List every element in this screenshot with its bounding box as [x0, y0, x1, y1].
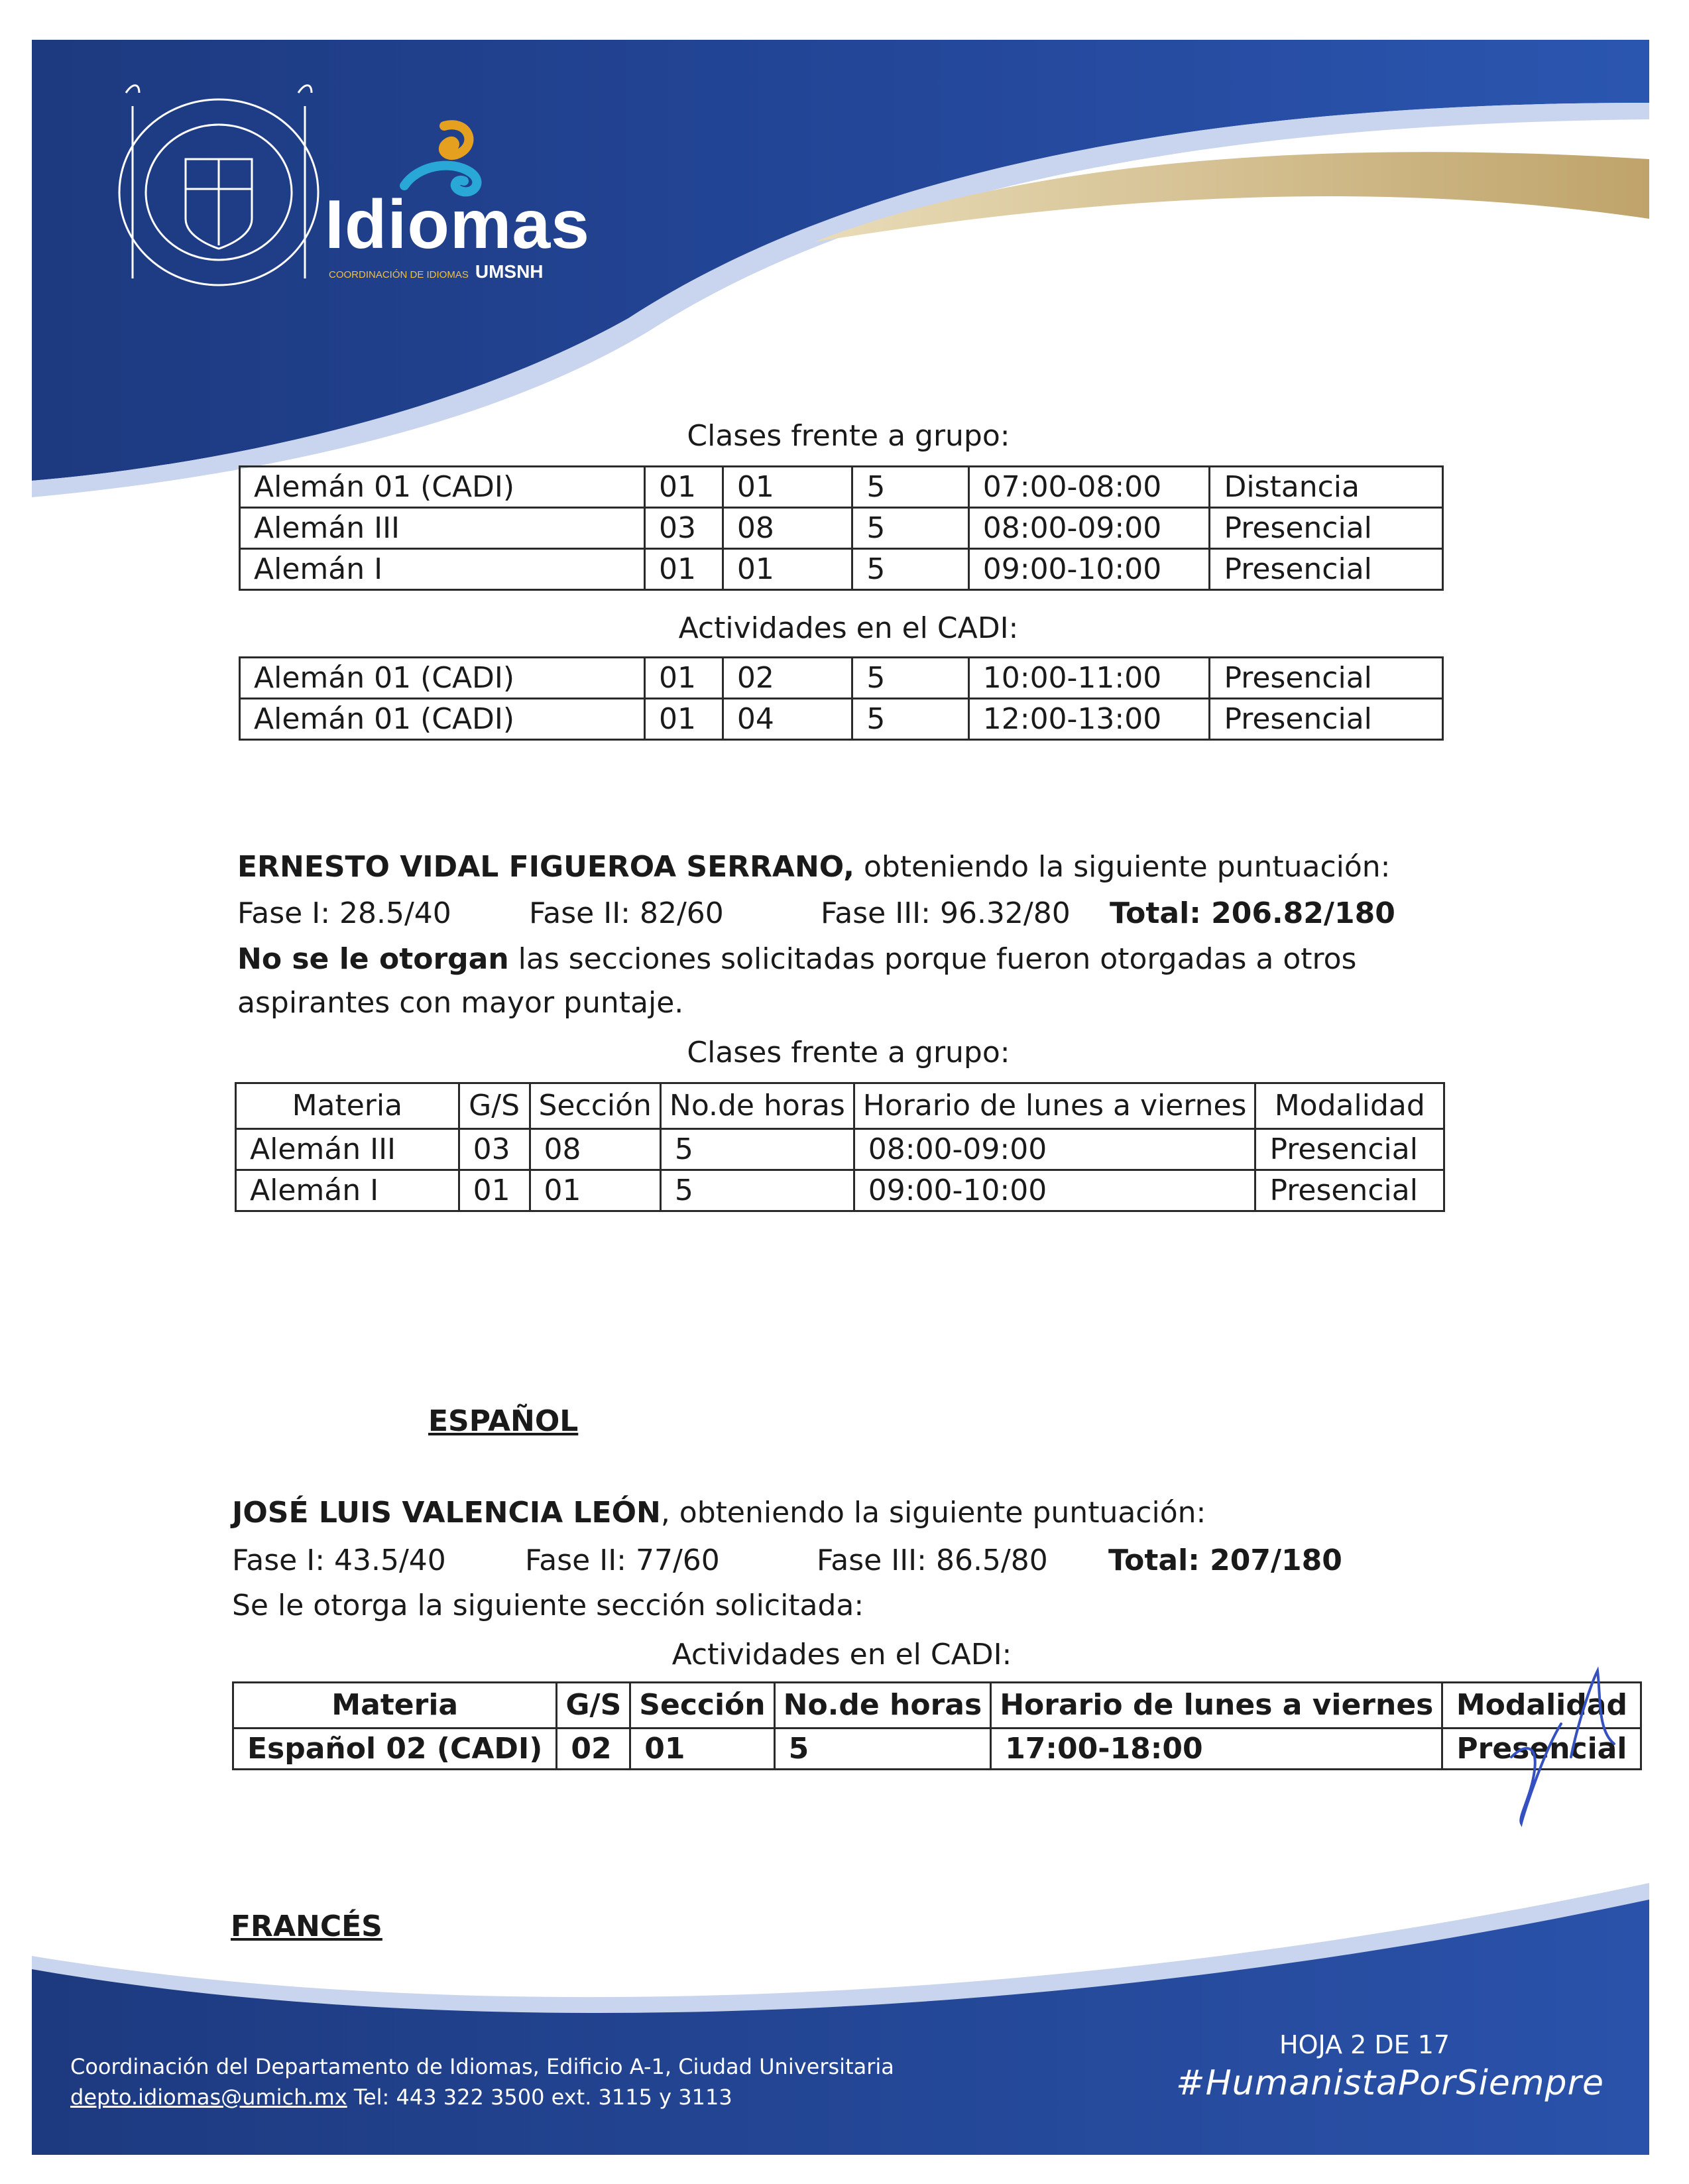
- logo-subtitle: COORDINACIÓN DE IDIOMAS UMSNH: [329, 261, 544, 282]
- score-total: Total: 207/180: [1108, 1544, 1342, 1577]
- university-seal: [106, 80, 331, 298]
- caption-actividades-cadi: Actividades en el CADI:: [678, 611, 1019, 645]
- table-cell: 17:00-18:00: [991, 1729, 1442, 1770]
- candidate-name: ERNESTO VIDAL FIGUEROA SERRANO,: [237, 850, 854, 884]
- table-row: [240, 699, 1443, 740]
- score-fase-2: Fase II: 82/60: [529, 896, 724, 930]
- jose-decision: Se le otorga la siguiente sección solicitada:: [232, 1589, 864, 1622]
- ernesto-decision: No se le otorgan las secciones solicitadas porque fueron otorgadas a otros aspirantes con mayor puntaje.: [237, 942, 1357, 1020]
- table-row: [233, 1729, 1641, 1770]
- table-cell: 5: [852, 658, 968, 699]
- table-row: [240, 658, 1443, 699]
- table-cell: Presencial: [1210, 508, 1443, 549]
- footer-contact: depto.idiomas@umich.mx Tel: 443 322 3500 ext. 3115 y 3113: [70, 2085, 732, 2110]
- table-cell: Alemán I: [236, 1170, 459, 1211]
- table-cell: Presencial: [1442, 1729, 1641, 1770]
- table-cell: 5: [852, 508, 968, 549]
- table-espanol: [232, 1681, 1642, 1770]
- column-header: G/S: [459, 1083, 530, 1129]
- column-header: Horario de lunes a viernes: [991, 1683, 1442, 1729]
- table-cell: 01: [645, 658, 723, 699]
- table-cell: Presencial: [1210, 658, 1443, 699]
- caption-actividades-cadi: Actividades en el CADI:: [671, 1638, 1012, 1671]
- table-block1-clases: [239, 465, 1444, 591]
- footer-address: Coordinación del Departamento de Idiomas, Edificio A-1, Ciudad Universitaria: [70, 2054, 894, 2079]
- table-cell: 08:00-09:00: [968, 508, 1210, 549]
- table-block1-actividades: [239, 656, 1444, 741]
- column-header: No.de horas: [660, 1083, 854, 1129]
- score-fase-1: Fase I: 43.5/40: [232, 1544, 446, 1577]
- table-cell: Español 02 (CADI): [233, 1729, 557, 1770]
- score-total: Total: 206.82/180: [1110, 896, 1395, 930]
- email-link[interactable]: depto.idiomas@umich.mx: [70, 2085, 347, 2110]
- table-ernesto: [235, 1082, 1445, 1212]
- table-cell: 5: [660, 1129, 854, 1170]
- table-cell: Distancia: [1210, 467, 1443, 508]
- table-cell: 07:00-08:00: [968, 467, 1210, 508]
- score-fase-3: Fase III: 96.32/80: [821, 896, 1071, 930]
- ernesto-intro: ERNESTO VIDAL FIGUEROA SERRANO, obteniendo la siguiente puntuación:: [237, 850, 1391, 884]
- table-cell: Alemán 01 (CADI): [240, 658, 645, 699]
- caption-ernesto-clases: Clases frente a grupo:: [687, 1036, 1010, 1069]
- table-cell: Presencial: [1210, 699, 1443, 740]
- column-header: Materia: [233, 1683, 557, 1729]
- table-header-row: [236, 1083, 1444, 1129]
- caption-clases-frente-a-grupo: Clases frente a grupo:: [687, 419, 1010, 453]
- table-cell: 02: [557, 1729, 630, 1770]
- logo-wordmark: Idiomas: [325, 186, 590, 263]
- column-header: Modalidad: [1255, 1083, 1444, 1129]
- score-fase-1: Fase I: 28.5/40: [237, 896, 451, 930]
- footer-tagline: #HumanistaPorSiempre: [1176, 2063, 1604, 2103]
- table-row: [240, 467, 1443, 508]
- table-cell: Presencial: [1255, 1129, 1444, 1170]
- table-cell: 01: [530, 1170, 660, 1211]
- section-heading-frances: FRANCÉS: [231, 1910, 382, 1943]
- table-cell: 02: [723, 658, 852, 699]
- table-cell: 01: [459, 1170, 530, 1211]
- score-fase-2: Fase II: 77/60: [525, 1544, 720, 1577]
- table-cell: 5: [852, 699, 968, 740]
- table-cell: 08: [723, 508, 852, 549]
- table-cell: 08: [530, 1129, 660, 1170]
- table-cell: 10:00-11:00: [968, 658, 1210, 699]
- table-cell: 09:00-10:00: [854, 1170, 1255, 1211]
- score-fase-3: Fase III: 86.5/80: [817, 1544, 1048, 1577]
- candidate-name: JOSÉ LUIS VALENCIA LEÓN: [232, 1496, 661, 1530]
- jose-intro: JOSÉ LUIS VALENCIA LEÓN, obteniendo la siguiente puntuación:: [232, 1496, 1206, 1530]
- handwritten-signature: [1498, 1644, 1631, 1843]
- column-header: Sección: [530, 1083, 660, 1129]
- table-cell: 01: [630, 1729, 774, 1770]
- table-row: [236, 1170, 1444, 1211]
- table-cell: 01: [645, 699, 723, 740]
- table-cell: 09:00-10:00: [968, 549, 1210, 590]
- table-cell: 08:00-09:00: [854, 1129, 1255, 1170]
- table-cell: Alemán 01 (CADI): [240, 699, 645, 740]
- table-cell: 04: [723, 699, 852, 740]
- table-cell: 01: [723, 549, 852, 590]
- table-cell: 5: [852, 467, 968, 508]
- column-header: G/S: [557, 1683, 630, 1729]
- table-cell: 5: [660, 1170, 854, 1211]
- column-header: No.de horas: [774, 1683, 991, 1729]
- table-cell: Alemán 01 (CADI): [240, 467, 645, 508]
- table-cell: 03: [459, 1129, 530, 1170]
- column-header: Horario de lunes a viernes: [854, 1083, 1255, 1129]
- table-cell: 5: [852, 549, 968, 590]
- table-cell: 01: [645, 549, 723, 590]
- table-cell: Presencial: [1210, 549, 1443, 590]
- table-cell: 03: [645, 508, 723, 549]
- column-header: Materia: [236, 1083, 459, 1129]
- table-cell: 12:00-13:00: [968, 699, 1210, 740]
- table-cell: Alemán III: [240, 508, 645, 549]
- table-cell: 01: [645, 467, 723, 508]
- table-row: [240, 549, 1443, 590]
- table-cell: 01: [723, 467, 852, 508]
- column-header: Modalidad: [1442, 1683, 1641, 1729]
- table-cell: Presencial: [1255, 1170, 1444, 1211]
- table-cell: Alemán I: [240, 549, 645, 590]
- page-number: HOJA 2 DE 17: [1279, 2030, 1450, 2059]
- table-row: [240, 508, 1443, 549]
- table-cell: 5: [774, 1729, 991, 1770]
- table-cell: Alemán III: [236, 1129, 459, 1170]
- column-header: Sección: [630, 1683, 774, 1729]
- section-heading-espanol: ESPAÑOL: [428, 1404, 579, 1438]
- table-row: [236, 1129, 1444, 1170]
- table-header-row: [233, 1683, 1641, 1729]
- footer-banner: [32, 1870, 1649, 2155]
